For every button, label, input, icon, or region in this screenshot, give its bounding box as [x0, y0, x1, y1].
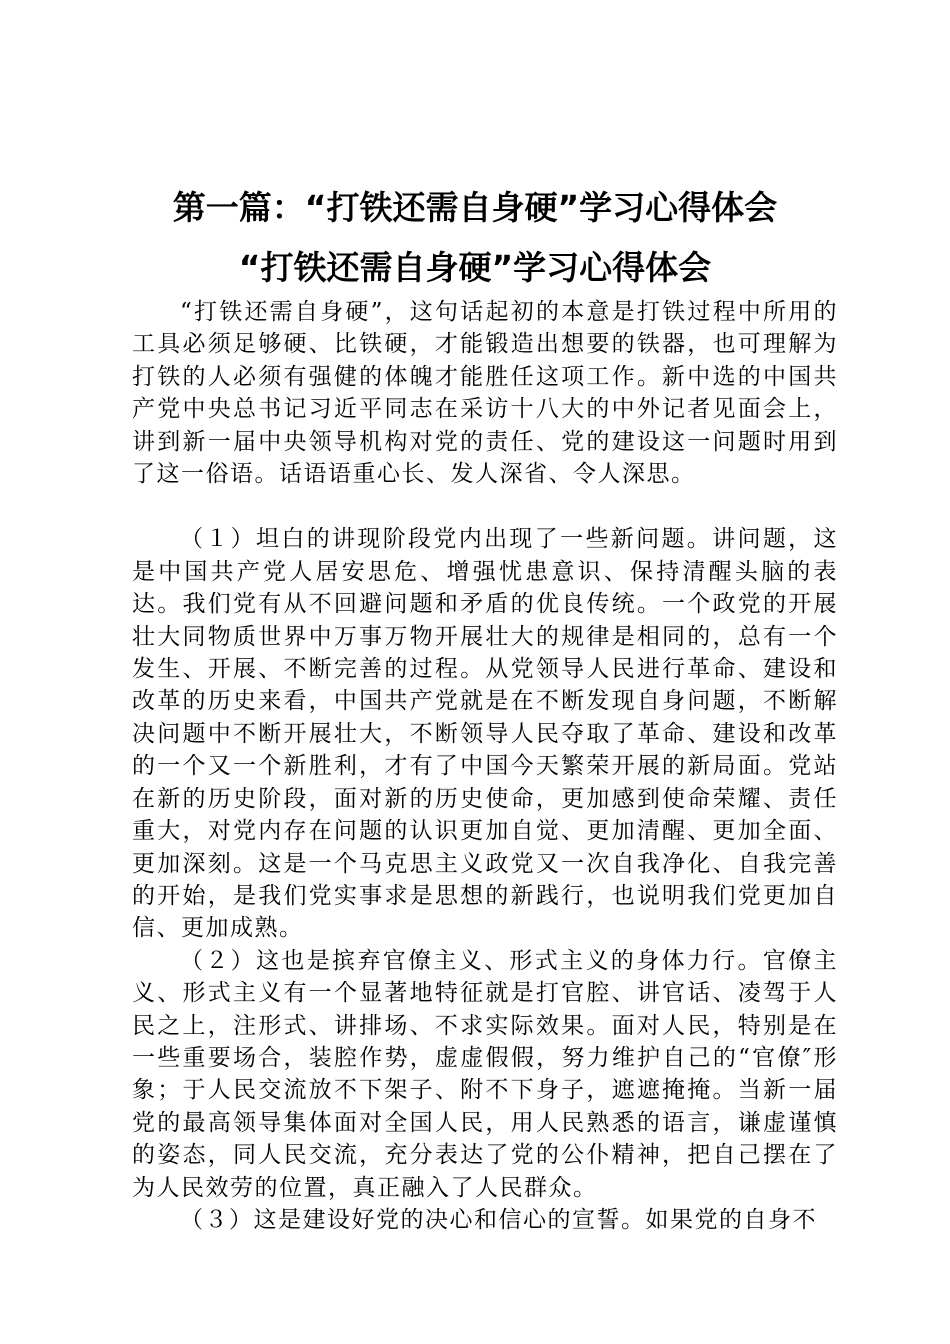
document-subtitle: “打铁还需自身硬”学习心得体会: [238, 248, 712, 287]
paragraph-spacer: [132, 490, 838, 523]
paragraph-point-3: （３）这是建设好党的决心和信心的宣誓。如果党的自身不: [180, 1206, 817, 1233]
paragraph-intro: “打铁还需自身硬”，这句话起初的本意是打铁过程中所用的工具必须足够硬、比铁硬，才能锻造出想要的铁器，也可理解为打铁的人必须有强健的体魄才能胜任这项工作。新中选的中国共产党中央总书记习近平同志在采访十八大的中外记者见面会上，讲到新一届中央领导机构对党的责任、党的建设这一问题时用到了这一俗语。话语语重心长、发人深省、令人深思。: [132, 299, 838, 488]
paragraph-point-2: （２）这也是摈弃官僚主义、形式主义的身体力行。官僚主义、形式主义有一个显著地特征就是打官腔、讲官话、凌驾于人民之上，注形式、讲排场、不求实际效果。面对人民，特别是在一些重要场合，装腔作势，虚虚假假，努力维护自己的“官僚″形象；于人民交流放不下架子、附不下身子，遮遮掩掩。当新一届党的最高领导集体面对全国人民，用人民熟悉的语言，谦虚谨慎的姿态，同人民交流，充分表达了党的公仆精神，把自己摆在了为人民效劳的位置，真正融入了人民群众。: [132, 947, 838, 1201]
document-title: 第一篇：“打铁还需自身硬”学习心得体会: [172, 188, 778, 227]
document-body: [132, 296, 838, 1236]
paragraph-point-1: （１）坦白的讲现阶段党内出现了一些新问题。讲问题，这是中国共产党人居安思危、增强忧患意识、保持清醒头脑的表达。我们党有从不回避问题和矛盾的优良传统。一个政党的开展壮大同物质世界中万事万物开展壮大的规律是相同的，总有一个发生、开展、不断完善的过程。从党领导人民进行革命、建设和改革的历史来看，中国共产党就是在不断发现自身问题，不断解决问题中不断开展壮大，不断领导人民夺取了革命、建设和改革的一个又一个新胜利，才有了中国今天繁荣开展的新局面。党站在新的历史阶段，面对新的历史使命，更加感到使命荣耀、责任重大，对党内存在问题的认识更加自觉、更加清醒、更加全面、更加深刻。这是一个马克思主义政党又一次自我净化、自我完善的开始，是我们党实事求是思想的新践行，也说明我们党更加自信、更加成熟。: [132, 526, 838, 942]
